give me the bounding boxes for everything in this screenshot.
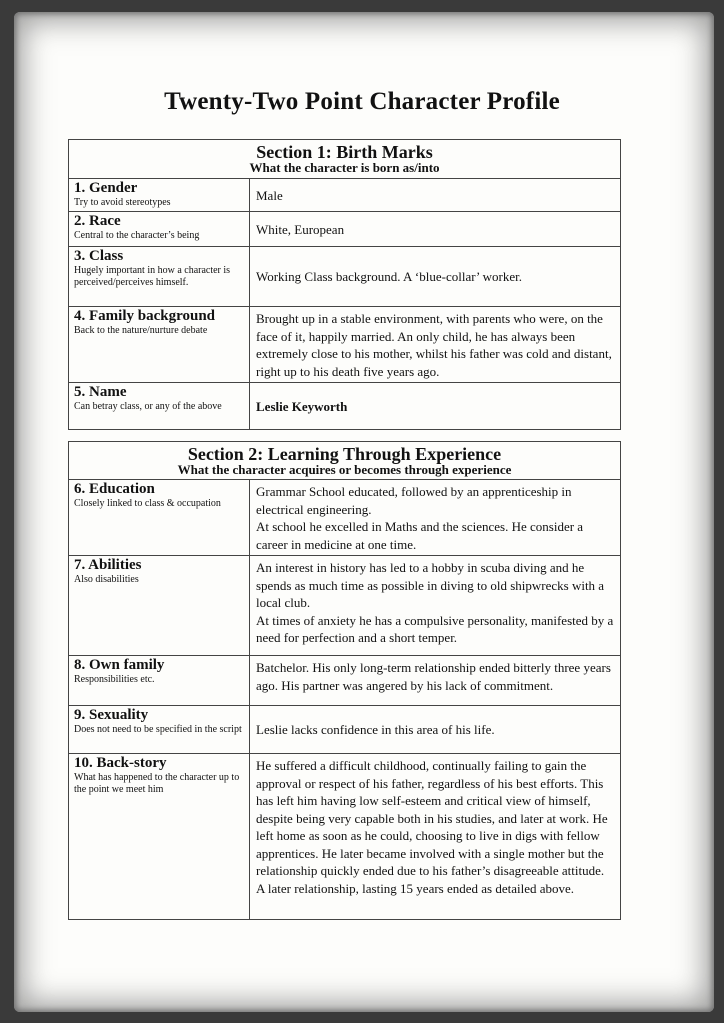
row-label-cell	[69, 383, 250, 430]
row-label-cell	[69, 179, 250, 212]
row-value-para: At times of anxiety he has a compulsive personality, manifested by a need for perfection and a short temper.	[256, 612, 614, 645]
section-1-table	[68, 139, 621, 430]
row-value-cell	[250, 247, 621, 307]
row-value: Leslie Keyworth	[256, 398, 348, 414]
row-hint: Back to the nature/nurture debate	[74, 325, 208, 336]
row-label: 1. Gender	[74, 180, 138, 196]
row-value-cell	[250, 656, 621, 706]
row-value-cell	[250, 383, 621, 430]
section-1-subtitle: What the character is born as/into	[249, 160, 440, 175]
row-value: Male	[256, 187, 283, 203]
row-hint: Central to the character’s being	[74, 230, 200, 241]
section-1-title: Section 1: Birth Marks	[256, 142, 433, 162]
table-row	[69, 706, 621, 754]
row-value-cell	[250, 307, 621, 383]
row-hint: Hugely important in how a character is perceived/perceives himself.	[74, 265, 231, 288]
row-label: 2. Race	[74, 213, 121, 229]
section-2-title: Section 2: Learning Through Experience	[187, 444, 502, 464]
row-value-cell	[250, 556, 621, 656]
row-value: White, European	[256, 221, 345, 237]
table-row	[69, 383, 621, 430]
row-label: 9. Sexuality	[74, 707, 149, 723]
row-hint: Does not need to be specified in the script	[74, 724, 242, 735]
row-hint: Can betray class, or any of the above	[74, 401, 222, 412]
row-label-cell	[69, 212, 250, 247]
table-row	[69, 754, 621, 920]
row-label: 6. Education	[74, 481, 155, 497]
document-title: Twenty-Two Point Character Profile	[164, 88, 560, 115]
table-row	[69, 247, 621, 307]
row-value: Brought up in a stable environment, with parents who were, on the face of it, happily married. An only child, he has always been extremely close to his mother, whilst his father was cold and distant, right up to his death five years ago.	[256, 311, 612, 379]
row-label: 7. Abilities	[74, 557, 142, 573]
row-value-cell	[250, 706, 621, 754]
section-1-header	[69, 140, 621, 179]
row-value-para: An interest in history has led to a hobby in scuba diving and he spends as much time as possible in diving to old shipwrecks with a local club.	[256, 560, 605, 610]
row-label: 10. Back-story	[74, 755, 167, 771]
table-row	[69, 212, 621, 247]
section-2-subtitle: What the character acquires or becomes through experience	[177, 462, 512, 477]
table-row	[69, 656, 621, 706]
row-hint: Responsibilities etc.	[74, 674, 155, 685]
row-hint: Also disabilities	[74, 574, 139, 585]
row-hint: Try to avoid stereotypes	[74, 197, 171, 208]
row-label-cell	[69, 754, 250, 920]
table-row	[69, 179, 621, 212]
table-row	[69, 556, 621, 656]
row-value-para: At school he excelled in Maths and the sciences. He consider a career in medicine at one time.	[256, 519, 584, 552]
row-label-cell	[69, 656, 250, 706]
row-label: 5. Name	[74, 384, 127, 400]
row-hint: Closely linked to class & occupation	[74, 498, 221, 509]
row-value: He suffered a difficult childhood, continually failing to gain the approval or respect of his father, regardless of his best efforts. This has left him having low self-esteem and critical view of himself, despite being very capable both in his studies, and later at work. He left home as soon as he could, choosing to live in digs with fellow apprentices. He later became involved with a single mother but the relationship quickly ended due to his father’s disagreeable attitude. A later relationship, lasting 15 years ended as detailed above.	[256, 758, 608, 896]
row-value: Working Class background. A ‘blue-collar’ worker.	[256, 269, 522, 285]
row-value-para: Grammar School educated, followed by an apprenticeship in electrical engineering.	[256, 484, 572, 517]
row-label: 3. Class	[74, 248, 124, 264]
row-label: 8. Own family	[74, 657, 165, 673]
row-value-cell	[250, 754, 621, 920]
row-hint: What has happened to the character up to the point we meet him	[74, 772, 240, 795]
table-row	[69, 480, 621, 556]
row-value-cell	[250, 480, 621, 556]
row-label-cell	[69, 480, 250, 556]
row-label-cell	[69, 556, 250, 656]
table-row	[69, 307, 621, 383]
row-label: 4. Family background	[74, 308, 215, 324]
section-2-header	[69, 442, 621, 480]
row-label-cell	[69, 307, 250, 383]
row-value-cell	[250, 179, 621, 212]
row-label-cell	[69, 706, 250, 754]
row-label-cell	[69, 247, 250, 307]
section-2-table	[68, 441, 621, 920]
row-value-cell	[250, 212, 621, 247]
row-value: Leslie lacks confidence in this area of his life.	[256, 722, 495, 738]
row-value: Batchelor. His only long-term relationship ended bitterly three years ago. His partner was angered by his lack of commitment.	[256, 660, 611, 693]
